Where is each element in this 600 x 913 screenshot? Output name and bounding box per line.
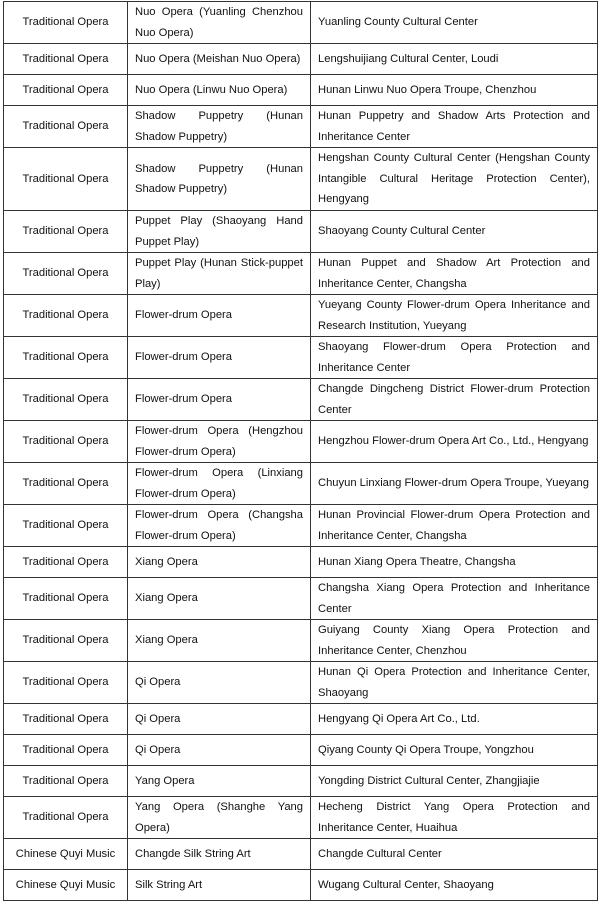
item-cell: Flower-drum Opera (Linxiang Flower-drum Opera) — [128, 463, 311, 505]
item-cell: Puppet Play (Hunan Stick-puppet Play) — [128, 253, 311, 295]
unit-cell: Hunan Xiang Opera Theatre, Changsha — [311, 547, 598, 578]
table-row — [4, 337, 598, 379]
unit-cell: Hunan Qi Opera Protection and Inheritance Center, Shaoyang — [311, 662, 598, 704]
unit-cell: Yongding District Cultural Center, Zhangjiajie — [311, 766, 598, 797]
table-row — [4, 44, 598, 75]
table-row — [4, 547, 598, 578]
item-cell: Shadow Puppetry (Hunan Shadow Puppetry) — [128, 106, 311, 148]
unit-cell: Yuanling County Cultural Center — [311, 2, 598, 44]
category-cell: Traditional Opera — [4, 797, 128, 839]
unit-cell: Shaoyang County Cultural Center — [311, 211, 598, 253]
table-row — [4, 295, 598, 337]
unit-cell: Hunan Puppet and Shadow Art Protection and Inheritance Center, Changsha — [311, 253, 598, 295]
table-row — [4, 75, 598, 106]
unit-cell: Hecheng District Yang Opera Protection and Inheritance Center, Huaihua — [311, 797, 598, 839]
table-row — [4, 2, 598, 44]
category-cell: Traditional Opera — [4, 578, 128, 620]
unit-cell: Chuyun Linxiang Flower-drum Opera Troupe, Yueyang — [311, 463, 598, 505]
table-row — [4, 839, 598, 870]
category-cell: Traditional Opera — [4, 106, 128, 148]
item-cell: Xiang Opera — [128, 620, 311, 662]
category-cell: Traditional Opera — [4, 735, 128, 766]
table-row — [4, 379, 598, 421]
category-cell: Traditional Opera — [4, 505, 128, 547]
category-cell: Traditional Opera — [4, 421, 128, 463]
category-cell: Traditional Opera — [4, 620, 128, 662]
unit-cell: Shaoyang Flower-drum Opera Protection and Inheritance Center — [311, 337, 598, 379]
unit-cell: Changde Cultural Center — [311, 839, 598, 870]
category-cell: Traditional Opera — [4, 44, 128, 75]
item-cell: Qi Opera — [128, 704, 311, 735]
item-cell: Flower-drum Opera — [128, 295, 311, 337]
unit-cell: Wugang Cultural Center, Shaoyang — [311, 870, 598, 901]
item-cell: Qi Opera — [128, 735, 311, 766]
item-cell: Shadow Puppetry (Hunan Shadow Puppetry) — [128, 148, 311, 211]
category-cell: Traditional Opera — [4, 704, 128, 735]
table-row — [4, 463, 598, 505]
category-cell: Traditional Opera — [4, 2, 128, 44]
category-cell: Traditional Opera — [4, 337, 128, 379]
item-cell: Flower-drum Opera (Hengzhou Flower-drum Opera) — [128, 421, 311, 463]
category-cell: Chinese Quyi Music — [4, 870, 128, 901]
item-cell: Flower-drum Opera — [128, 379, 311, 421]
table-row — [4, 704, 598, 735]
table-row — [4, 106, 598, 148]
table-row — [4, 505, 598, 547]
unit-cell: Lengshuijiang Cultural Center, Loudi — [311, 44, 598, 75]
table-row — [4, 735, 598, 766]
unit-cell: Changsha Xiang Opera Protection and Inheritance Center — [311, 578, 598, 620]
unit-cell: Hunan Puppetry and Shadow Arts Protection and Inheritance Center — [311, 106, 598, 148]
category-cell: Traditional Opera — [4, 211, 128, 253]
item-cell: Nuo Opera (Meishan Nuo Opera) — [128, 44, 311, 75]
category-cell: Traditional Opera — [4, 148, 128, 211]
item-cell: Qi Opera — [128, 662, 311, 704]
table-row — [4, 620, 598, 662]
item-cell: Flower-drum Opera — [128, 337, 311, 379]
heritage-table — [3, 1, 598, 901]
unit-cell: Hengzhou Flower-drum Opera Art Co., Ltd., Hengyang — [311, 421, 598, 463]
category-cell: Traditional Opera — [4, 766, 128, 797]
table-row — [4, 766, 598, 797]
unit-cell: Changde Dingcheng District Flower-drum Protection Center — [311, 379, 598, 421]
item-cell: Puppet Play (Shaoyang Hand Puppet Play) — [128, 211, 311, 253]
category-cell: Chinese Quyi Music — [4, 839, 128, 870]
category-cell: Traditional Opera — [4, 547, 128, 578]
unit-cell: Hengyang Qi Opera Art Co., Ltd. — [311, 704, 598, 735]
category-cell: Traditional Opera — [4, 379, 128, 421]
item-cell: Silk String Art — [128, 870, 311, 901]
table-row — [4, 662, 598, 704]
item-cell: Yang Opera (Shanghe Yang Opera) — [128, 797, 311, 839]
item-cell: Xiang Opera — [128, 578, 311, 620]
table-row — [4, 211, 598, 253]
unit-cell: Yueyang County Flower-drum Opera Inheritance and Research Institution, Yueyang — [311, 295, 598, 337]
unit-cell: Hunan Provincial Flower-drum Opera Protection and Inheritance Center, Changsha — [311, 505, 598, 547]
unit-cell: Hunan Linwu Nuo Opera Troupe, Chenzhou — [311, 75, 598, 106]
unit-cell: Guiyang County Xiang Opera Protection and Inheritance Center, Chenzhou — [311, 620, 598, 662]
unit-cell: Hengshan County Cultural Center (Hengshan County Intangible Cultural Heritage Protection Center), Hengyang — [311, 148, 598, 211]
item-cell: Changde Silk String Art — [128, 839, 311, 870]
item-cell: Flower-drum Opera (Changsha Flower-drum Opera) — [128, 505, 311, 547]
item-cell: Nuo Opera (Yuanling Chenzhou Nuo Opera) — [128, 2, 311, 44]
table-row — [4, 870, 598, 901]
category-cell: Traditional Opera — [4, 463, 128, 505]
category-cell: Traditional Opera — [4, 662, 128, 704]
item-cell: Xiang Opera — [128, 547, 311, 578]
unit-cell: Qiyang County Qi Opera Troupe, Yongzhou — [311, 735, 598, 766]
table-row — [4, 253, 598, 295]
item-cell: Yang Opera — [128, 766, 311, 797]
table-row — [4, 148, 598, 211]
table-row — [4, 797, 598, 839]
table-row — [4, 421, 598, 463]
item-cell: Nuo Opera (Linwu Nuo Opera) — [128, 75, 311, 106]
table-row — [4, 578, 598, 620]
category-cell: Traditional Opera — [4, 253, 128, 295]
category-cell: Traditional Opera — [4, 75, 128, 106]
category-cell: Traditional Opera — [4, 295, 128, 337]
